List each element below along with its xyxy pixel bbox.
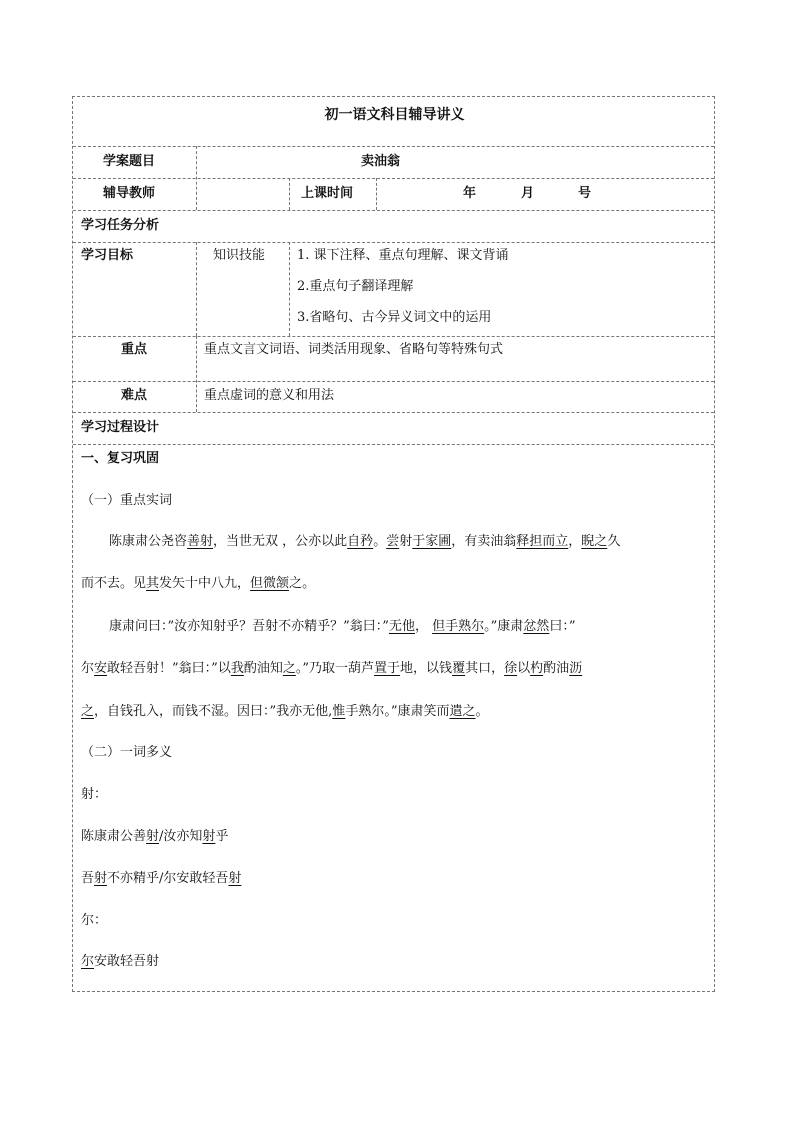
underlined-term: 睨之: [581, 534, 608, 549]
text-run: 吾: [81, 871, 95, 886]
underlined-term: 杓: [530, 661, 544, 676]
row-divider: [73, 146, 714, 147]
underlined-term: 无他: [388, 619, 415, 634]
difficult-value: 重点虚词的意义和用法: [204, 388, 335, 403]
text-run: 安敢轻吾射: [94, 954, 160, 969]
text-run: ，当世无双 ，公亦以此: [213, 534, 348, 549]
word-label: 射：: [81, 787, 108, 802]
underlined-term: 尝: [386, 534, 400, 549]
underlined-term: 惟: [332, 704, 346, 719]
underlined-term: 射: [202, 829, 216, 844]
goal-item: 3.省略句、古今异义词文中的运用: [297, 310, 492, 325]
row-divider: [73, 178, 714, 179]
text-run: 不亦精乎/尔安敢轻吾: [107, 871, 229, 886]
underlined-term: 射: [146, 829, 160, 844]
text-run: 射: [399, 534, 413, 549]
row-divider: [73, 444, 714, 445]
text-run: 敢轻吾射！”翁曰：”以: [107, 661, 231, 676]
row-divider: [73, 210, 714, 211]
process-heading: 学习过程设计: [81, 420, 160, 435]
underlined-term: 安: [94, 661, 108, 676]
text-run: 以: [517, 661, 531, 676]
goal-item: 2.重点句子翻译理解: [297, 279, 414, 294]
col-divider: [289, 178, 290, 210]
date-month: 月: [521, 186, 535, 201]
row-divider: [73, 381, 714, 382]
word-label: 尔：: [81, 913, 108, 928]
text-run: ，: [414, 619, 433, 634]
underlined-term: 我: [230, 661, 244, 676]
text-run: /汝亦知: [159, 829, 203, 844]
passage-line: [81, 704, 489, 720]
underlined-term: 善射: [187, 534, 214, 549]
col-divider: [196, 242, 197, 336]
passage-line: [81, 576, 315, 592]
text-run: 尔: [81, 661, 95, 676]
col-divider: [196, 336, 197, 412]
goal-item: 1. 课下注释、重点句理解、课文背诵: [297, 248, 509, 263]
underlined-term: 徐: [504, 661, 518, 676]
underlined-term: 于家圃: [412, 534, 452, 549]
goal-label: 学习目标: [81, 248, 134, 263]
key-label: 重点: [121, 342, 148, 357]
col-divider: [289, 242, 290, 336]
col-divider: [376, 178, 377, 210]
underlined-term: 自矜: [347, 534, 374, 549]
text-run: ，: [568, 534, 582, 549]
underlined-term: 沥: [569, 661, 583, 676]
passage-line: [81, 661, 582, 677]
text-run: 酌油知: [243, 661, 283, 676]
subsection-heading: （一）重点实词: [81, 493, 173, 508]
topic-value: 卖油翁: [361, 154, 401, 169]
row-divider: [73, 336, 714, 337]
underlined-term: 射: [94, 871, 108, 886]
topic-label: 学案题目: [103, 154, 156, 169]
text-run: 地，以钱: [400, 661, 453, 676]
text-run: 陈康肃公尧咨: [109, 534, 188, 549]
class-time-label: 上课时间: [301, 186, 354, 201]
underlined-term: 置于: [374, 661, 401, 676]
text-run: 。”康肃: [484, 619, 524, 634]
text-run: 。”乃取一葫芦: [295, 661, 375, 676]
task-analysis-heading: 学习任务分析: [81, 218, 160, 233]
row-divider: [73, 242, 714, 243]
section-heading: 一、复习巩固: [81, 451, 160, 466]
text-run: 而不去。见: [81, 576, 147, 591]
text-run: 陈康肃公善: [81, 829, 147, 844]
underlined-term: 但微颔: [250, 576, 290, 591]
key-value: 重点文言文词语、词类活用现象、省略句等特殊句式: [204, 342, 504, 357]
text-run: 。: [475, 704, 489, 719]
underlined-term: 尔: [81, 954, 95, 969]
text-run: 其口，: [465, 661, 505, 676]
text-run: 曰：”: [549, 619, 576, 634]
text-run: ，有卖油翁: [451, 534, 517, 549]
text-run: 发矢十中八九，: [159, 576, 251, 591]
example-line: [81, 829, 228, 845]
underlined-term: 之: [81, 704, 95, 719]
text-run: 乎: [215, 829, 229, 844]
text-run: ，自钱孔入，而钱不湿。因曰：”我亦无他,: [94, 704, 333, 719]
date-day: 号: [578, 186, 592, 201]
underlined-term: 射: [228, 871, 242, 886]
underlined-term: 之: [282, 661, 296, 676]
lesson-sheet: [72, 96, 715, 992]
page-title: 初一语文科目辅导讲义: [324, 107, 465, 123]
text-run: 康肃问曰：”汝亦知射乎？吾射不亦精乎？”翁曰：”: [109, 619, 389, 634]
underlined-term: 覆: [452, 661, 466, 676]
underlined-term: 熟尔: [458, 619, 485, 634]
subsection-heading: （二）一词多义: [81, 745, 173, 760]
passage-line: [109, 619, 575, 635]
date-year: 年: [463, 186, 477, 201]
goal-type: 知识技能: [213, 248, 266, 263]
passage-line: [109, 534, 620, 550]
underlined-term: 其: [146, 576, 160, 591]
underlined-term: 但手: [432, 619, 459, 634]
underlined-term: 释担而立: [516, 534, 569, 549]
text-run: 。: [373, 534, 387, 549]
text-run: 酌油: [543, 661, 570, 676]
difficult-label: 难点: [121, 388, 148, 403]
example-line: [81, 871, 241, 887]
teacher-label: 辅导教师: [103, 186, 156, 201]
row-divider: [73, 412, 714, 413]
example-line: [81, 954, 159, 970]
underlined-term: 遣之: [449, 704, 476, 719]
col-divider: [196, 146, 197, 210]
text-run: 久: [607, 534, 621, 549]
text-run: 手熟尔。”康肃笑而: [345, 704, 450, 719]
text-run: 之。: [289, 576, 316, 591]
underlined-term: 忿然: [523, 619, 550, 634]
